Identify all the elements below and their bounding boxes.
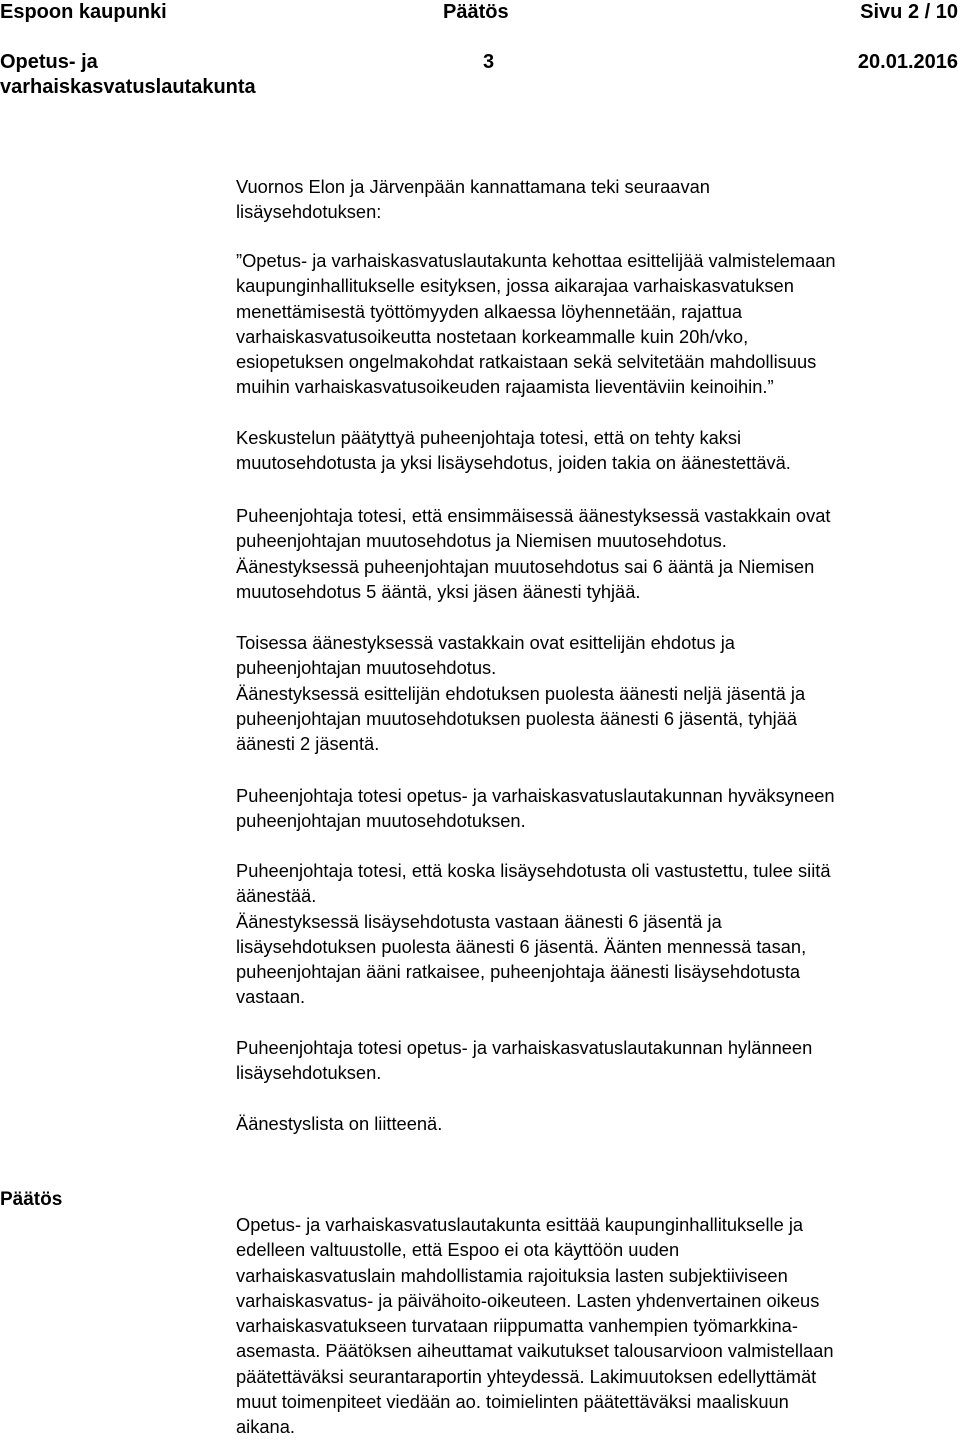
- paragraph-first-vote: Puheenjohtaja totesi, että ensimmäisessä äänestyksessä vastakkain ovat puheenjohtajan muutosehdotus ja Niemisen muutosehdotus. Äänestyksessä puheenjohtajan muutosehdotus sai 6 ääntä ja Niemisen muutosehdotus 5 ääntä, yksi jäsen äänesti tyhjää.: [236, 505, 831, 602]
- page-number: Sivu 2 / 10: [860, 1, 958, 23]
- paragraph-second-vote: Toisessa äänestyksessä vastakkain ovat esittelijän ehdotus ja puheenjohtajan muutosehdotus. Äänestyksessä esittelijän ehdotuksen puolesta äänesti neljä jäsentä ja puheenjohtajan muutosehdotuksen puolesta äänesti 6 jäsentä, tyhjää äänesti 2 jäsentä.: [236, 632, 806, 755]
- paragraph-proposal-intro: Vuornos Elon ja Järvenpään kannattamana teki seuraavan lisäysehdotuksen:: [236, 176, 710, 223]
- paragraph-proposal-quote: ”Opetus- ja varhaiskasvatuslautakunta kehottaa esittelijää valmistelemaan kaupunginhallitukselle esityksen, jossa aikarajaa varhaiskasvatuksen menettämisestä työttömyyden alkaessa löyhennetään, rajattua varhaiskasvatusoikeutta nostetaan korkeammalle kuin 20h/vko, esiopetuksen ongelmakohdat ratkaistaan sekä selvitetään mahdollisuus muihin varhaiskasvatusoikeuden rajaamista lieventäviin keinoihin.”: [236, 250, 836, 398]
- paragraph-approval: Puheenjohtaja totesi opetus- ja varhaiskasvatuslautakunnan hyväksyneen puheenjohtajan muutosehdotuksen.: [236, 785, 835, 832]
- meeting-date: 20.01.2016: [857, 51, 958, 73]
- board-name: Opetus- ja varhaiskasvatuslautakunta: [0, 51, 256, 98]
- paragraph-addition-vote: Puheenjohtaja totesi, että koska lisäysehdotusta oli vastustettu, tulee siitä äänestää. Äänestyksessä lisäysehdotusta vastaan äänesti 6 jäsentä ja lisäysehdotuksen puolesta äänesti 6 jäsentä. Äänten mennessä tasan, puheenjohtajan ääni ratkaisee, puheenjohtaja äänesti lisäysehdotusta vastaan.: [236, 860, 831, 1008]
- paragraph-discussion-end: Keskustelun päätyttyä puheenjohtaja totesi, että on tehty kaksi muutosehdotusta ja yksi lisäysehdotus, joiden takia on äänestettävä.: [236, 427, 791, 474]
- paragraph-rejection: Puheenjohtaja totesi opetus- ja varhaiskasvatuslautakunnan hylänneen lisäysehdotuksen.: [236, 1037, 813, 1084]
- document-type: Päätös: [443, 1, 509, 23]
- decision-heading: Päätös: [0, 1189, 63, 1210]
- section-number: 3: [483, 51, 495, 73]
- decision-text: Opetus- ja varhaiskasvatuslautakunta esittää kaupunginhallitukselle ja edelleen valtuustolle, että Espoo ei ota käyttöön uuden varhaiskasvatuslain mahdollistamia rajoituksia lasten subjektiiviseen varhaiskasvatus- ja päivähoito-oikeuteen. Lasten yhdenvertainen oikeus varhaiskasvatukseen turvataan riippumatta vanhempien työmarkkina- asemasta. Päätöksen aiheuttamat vaikutukset talousarvioon valmistellaan päätettäväksi seurantaraportin yhteydessä. Lakimuutoksen edellyttämät muut toimenpiteet viedään ao. toimielinten päätettäväksi maaliskuun aikana.: [236, 1214, 834, 1438]
- paragraph-attachment-note: Äänestyslista on liitteenä.: [236, 1113, 443, 1134]
- organization-name: Espoon kaupunki: [0, 1, 167, 23]
